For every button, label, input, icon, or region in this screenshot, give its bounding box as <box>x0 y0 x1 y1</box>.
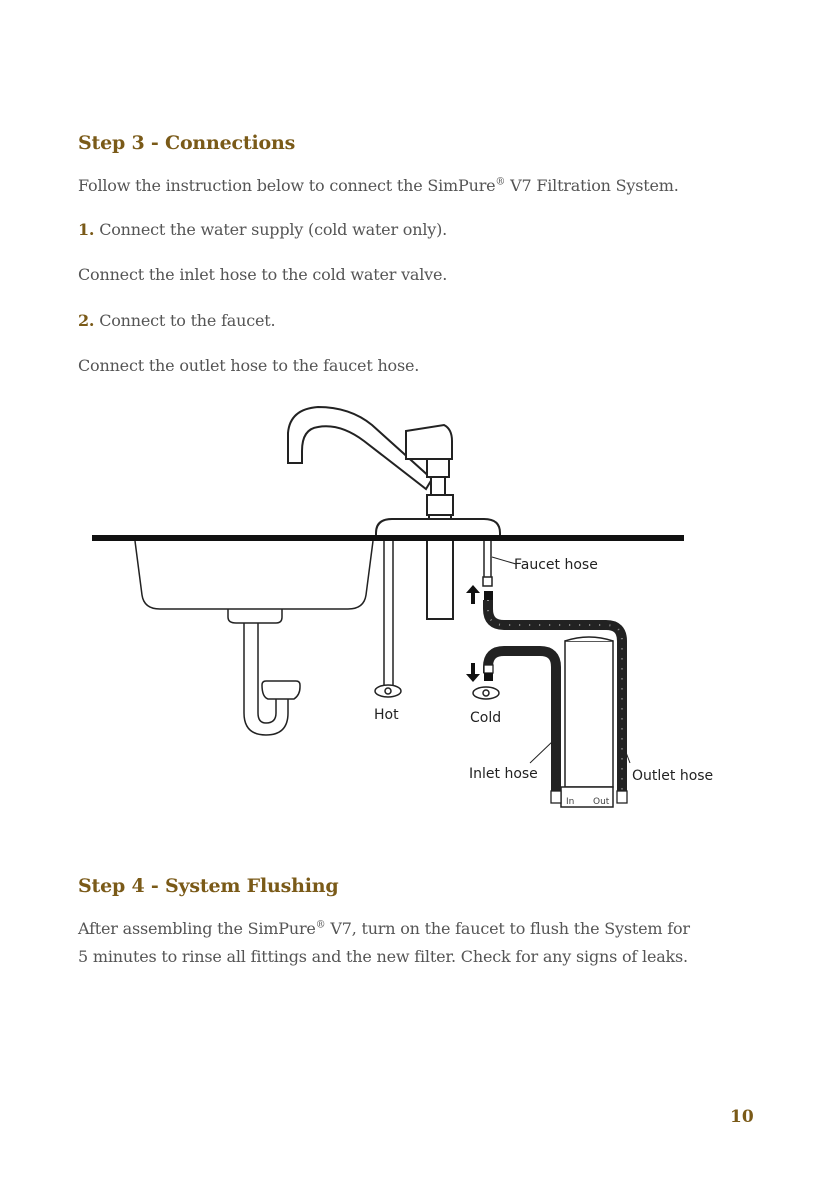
flow-up-arrow-icon <box>466 585 480 604</box>
sink-illustration <box>135 541 373 735</box>
item2-number: 2. <box>78 311 95 330</box>
item1-text: Connect the water supply (cold water only). <box>94 220 447 239</box>
step3-intro <box>78 173 679 199</box>
intro-text-a: Follow the instruction below to connect the SimPure <box>78 176 496 195</box>
connection-diagram <box>0 395 832 830</box>
step3-item2 <box>78 308 275 334</box>
outlet-fitting <box>617 791 627 803</box>
step3-item1-detail: Connect the inlet hose to the cold water valve. <box>78 265 448 284</box>
inlet-fitting <box>551 791 561 803</box>
faucet-hose <box>483 541 492 586</box>
item2-text: Connect to the faucet. <box>94 311 276 330</box>
inlet-hose-label: Inlet hose <box>469 766 538 782</box>
registered-mark: ® <box>495 176 506 188</box>
out-port-label: Out <box>593 797 610 807</box>
step4-text-a: After assembling the SimPure <box>78 919 316 938</box>
flow-down-arrow-icon <box>466 663 480 682</box>
step4-heading: Step 4 - System Flushing <box>78 875 339 897</box>
page-number: 10 <box>730 1107 754 1127</box>
step3-heading: Step 3 - Connections <box>78 132 296 154</box>
registered-mark-2: ® <box>315 919 326 931</box>
hot-label: Hot <box>374 707 399 723</box>
faucet-hose-leader <box>492 557 516 564</box>
step4-line1 <box>78 916 690 942</box>
item1-number: 1. <box>78 220 95 239</box>
cold-label: Cold <box>470 710 502 726</box>
in-port-label: In <box>566 797 575 807</box>
faucet-illustration <box>288 407 500 619</box>
countertop <box>92 535 684 541</box>
step3-item1 <box>78 217 447 243</box>
step4-line2: 5 minutes to rinse all fittings and the new filter. Check for any signs of leaks. <box>78 947 688 966</box>
intro-text-b: V7 Filtration System. <box>505 176 679 195</box>
step4-text-b: V7, turn on the faucet to flush the System for <box>325 919 690 938</box>
inlet-hose-leader <box>530 741 553 763</box>
faucet-hose-label: Faucet hose <box>514 557 598 573</box>
outlet-connector <box>484 591 493 600</box>
cold-valve <box>473 687 499 699</box>
outlet-hose-label: Outlet hose <box>632 768 714 784</box>
step3-item2-detail: Connect the outlet hose to the faucet hose. <box>78 356 420 375</box>
filter-unit <box>561 637 613 807</box>
hot-supply-line <box>375 541 401 697</box>
